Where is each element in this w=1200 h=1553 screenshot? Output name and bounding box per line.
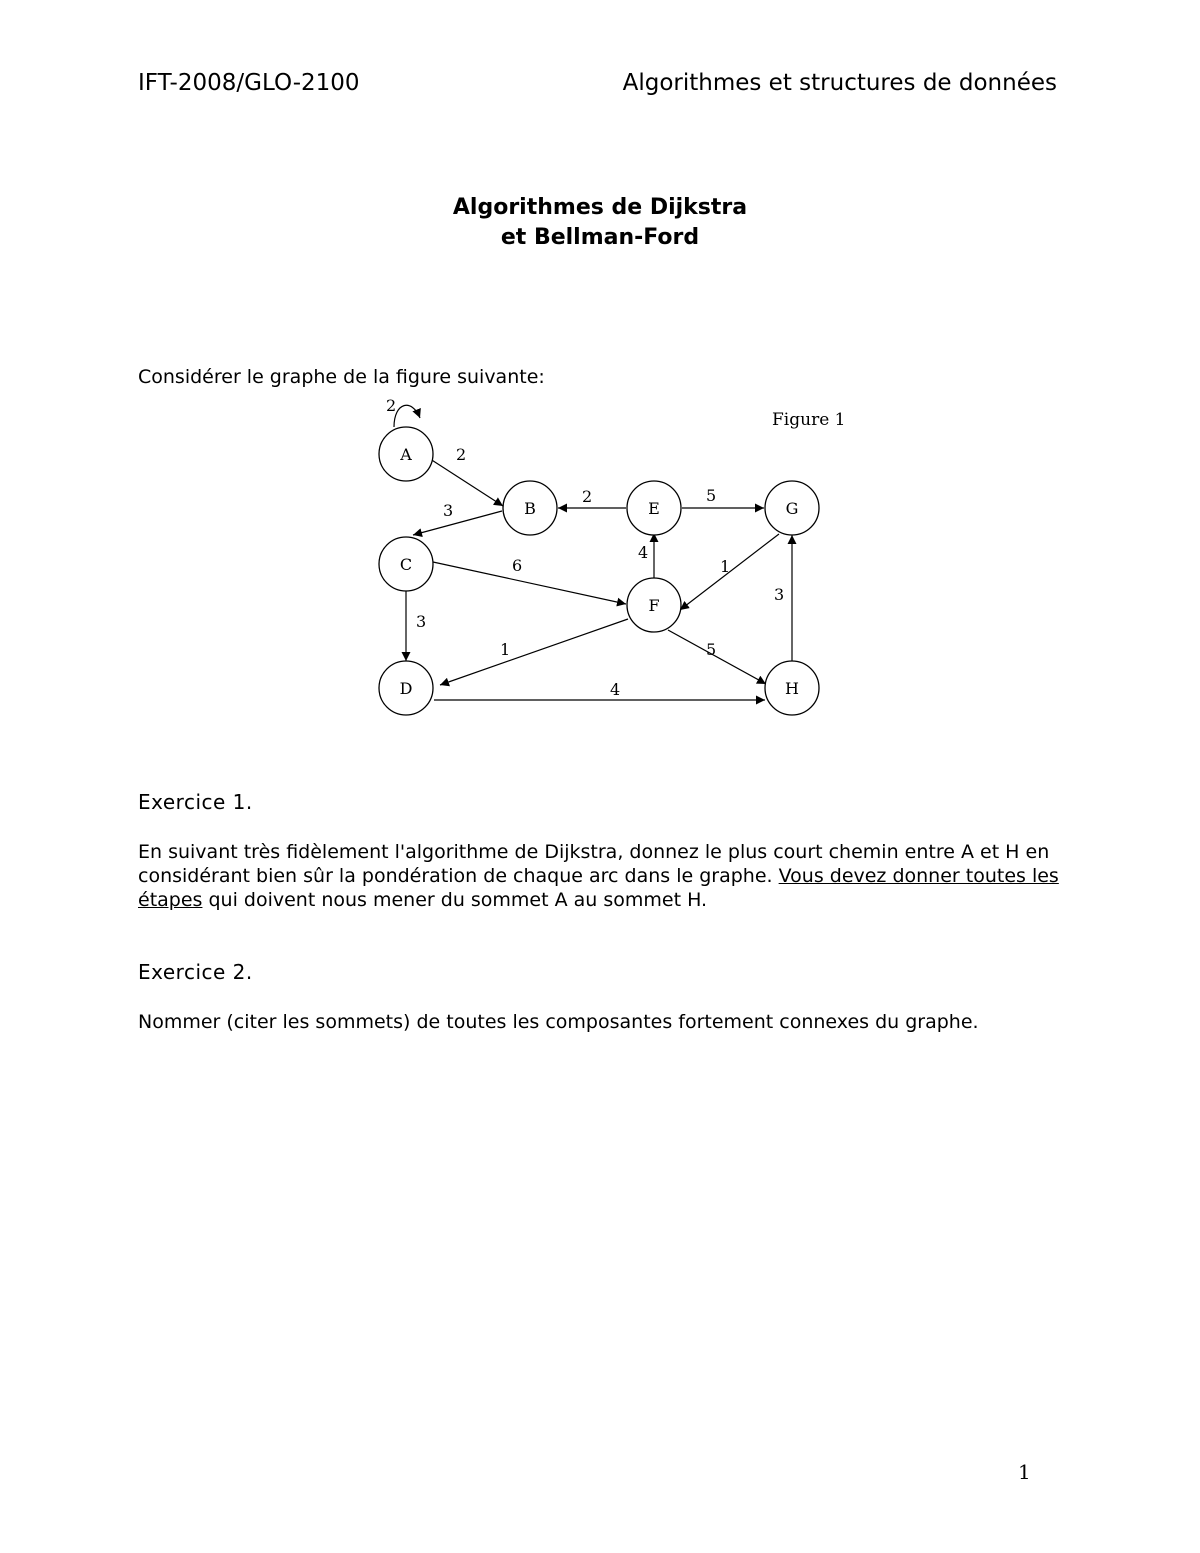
node-D-label: D [399, 679, 413, 698]
node-C-label: C [399, 555, 413, 574]
weight-C-D: 3 [416, 612, 427, 631]
node-E-label: E [648, 499, 660, 518]
edge-A-A [394, 405, 420, 427]
weight-E-G: 5 [706, 486, 717, 505]
weight-F-E: 4 [638, 543, 649, 562]
weight-E-B: 2 [582, 487, 593, 506]
node-G-label: G [785, 499, 799, 518]
page-title [0, 193, 1200, 253]
node-F [627, 578, 681, 632]
weight-C-F: 6 [512, 556, 523, 575]
node-E [627, 481, 681, 535]
title-line-1: Algorithmes de Dijkstra [452, 195, 748, 220]
exercise-2-text: Nommer (citer les sommets) de toutes les composantes fortement connexes du graphe. [138, 1011, 979, 1033]
figure-label: Figure 1 [772, 410, 846, 430]
weight-A-B: 2 [456, 445, 467, 464]
exercise-1-text-part-1: En suivant très fidèlement l'algorithme de Dijkstra, donnez le plus court chemin entre A et H en considérant bien sûr la pondération de chaque arc dans le graphe. [138, 841, 1050, 887]
intro-text: Considérer le graphe de la figure suivante: [138, 366, 545, 388]
node-F-label: F [648, 596, 660, 615]
exercise-1-text-part-2: qui doivent nous mener du sommet A au sommet H. [202, 889, 708, 911]
edge-C-F [433, 562, 626, 604]
node-H [765, 661, 819, 715]
course-name: Algorithmes et structures de données [622, 70, 1057, 96]
graph-figure [360, 390, 860, 730]
node-B [503, 481, 557, 535]
weight-F-D: 1 [500, 640, 511, 659]
exercise-2-heading: Exercice 2. [138, 960, 253, 984]
node-G [765, 481, 819, 535]
node-A-label: A [400, 445, 412, 464]
node-D [379, 661, 433, 715]
weight-A-A: 2 [386, 396, 397, 415]
weight-H-G: 3 [774, 585, 785, 604]
exercise-1-text-underlined: Vous devez donner toutes les étapes [138, 865, 1059, 911]
edge-B-C [413, 511, 502, 535]
edge-F-D [440, 619, 628, 685]
node-C [379, 537, 433, 591]
edge-F-H [668, 630, 766, 684]
page-number: 1 [1018, 1460, 1031, 1484]
course-code: IFT-2008/GLO-2100 [138, 70, 360, 96]
exercise-1-text [138, 840, 1068, 912]
node-H-label: H [785, 679, 799, 698]
weight-B-C: 3 [443, 501, 454, 520]
weight-D-H: 4 [610, 680, 621, 699]
title-line-2: et Bellman-Ford [500, 225, 700, 250]
node-B-label: B [524, 499, 536, 518]
weight-F-H: 5 [706, 640, 717, 659]
node-A [379, 427, 433, 481]
graph-svg [360, 390, 860, 730]
weight-G-F: 1 [720, 557, 731, 576]
exercise-1-heading: Exercice 1. [138, 790, 253, 814]
